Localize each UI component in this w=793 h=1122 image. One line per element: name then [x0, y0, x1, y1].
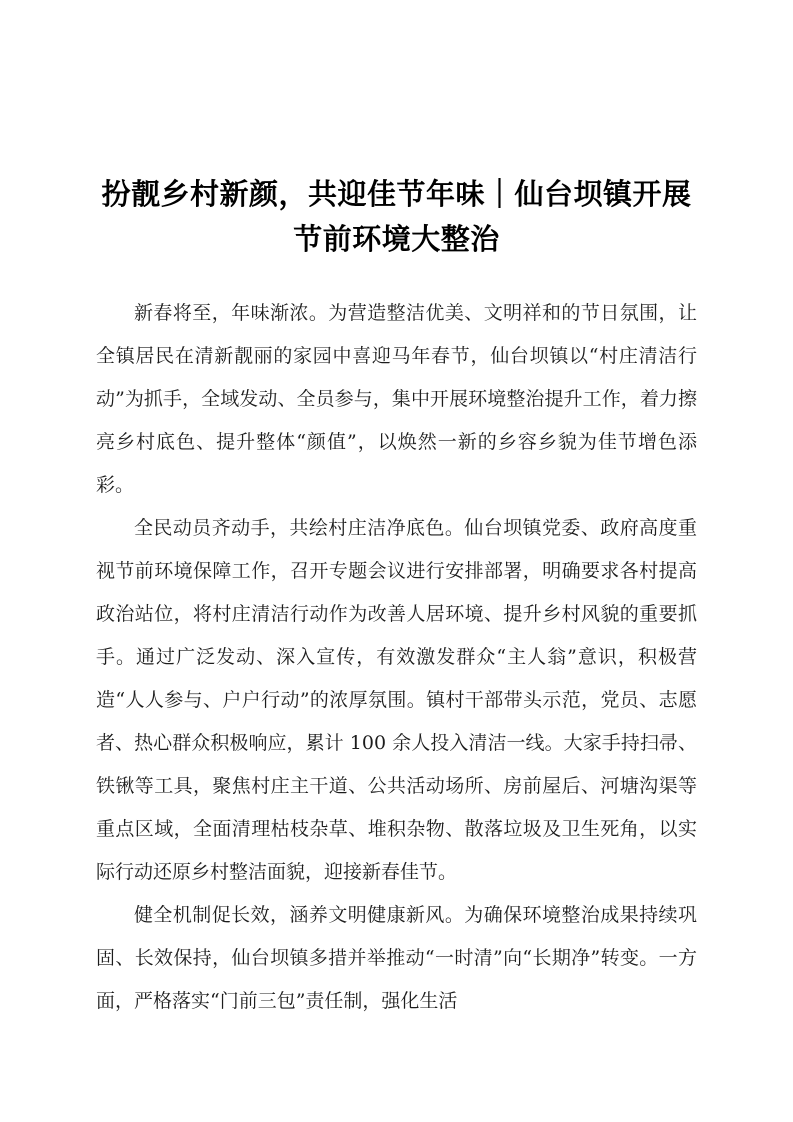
article-body [96, 292, 697, 1023]
article-title: 扮靓乡村新颜，共迎佳节年味｜仙台坝镇开展节前环境大整治 [101, 177, 692, 256]
paragraph: 新春将至，年味渐浓。为营造整洁优美、文明祥和的节日氛围，让全镇居民在清新靓丽的家园中喜迎马年春节，仙台坝镇以“村庄清洁行动”为抓手，全域发动、全员参与，集中开展环境整治提升工作，着力擦亮乡村底色、提升整体“颜值”，以焕然一新的乡容乡貌为佳节增色添彩。 [96, 302, 697, 496]
paragraph: 健全机制促长效，涵养文明健康新风。为确保环境整治成果持续巩固、长效保持，仙台坝镇多措并举推动“一时清”向“长期净”转变。一方面，严格落实“门前三包”责任制，强化生活 [96, 904, 697, 1012]
paragraph: 全民动员齐动手，共绘村庄洁净底色。仙台坝镇党委、政府高度重视节前环境保障工作，召开专题会议进行安排部署，明确要求各村提高政治站位，将村庄清洁行动作为改善人居环境、提升乡村风貌的重要抓手。通过广泛发动、深入宣传，有效激发群众“主人翁”意识，积极营造“人人参与、户户行动”的浓厚氛围。镇村干部带头示范，党员、志愿者、热心群众积极响应，累计 100 余人投入清洁一线。大家手持扫帚、铁锹等工具，聚焦村庄主干道、公共活动场所、房前屋后、河塘沟渠等重点区域，全面清理枯枝杂草、堆积杂物、散落垃圾及卫生死角，以实际行动还原乡村整洁面貌，迎接新春佳节。 [96, 517, 697, 883]
